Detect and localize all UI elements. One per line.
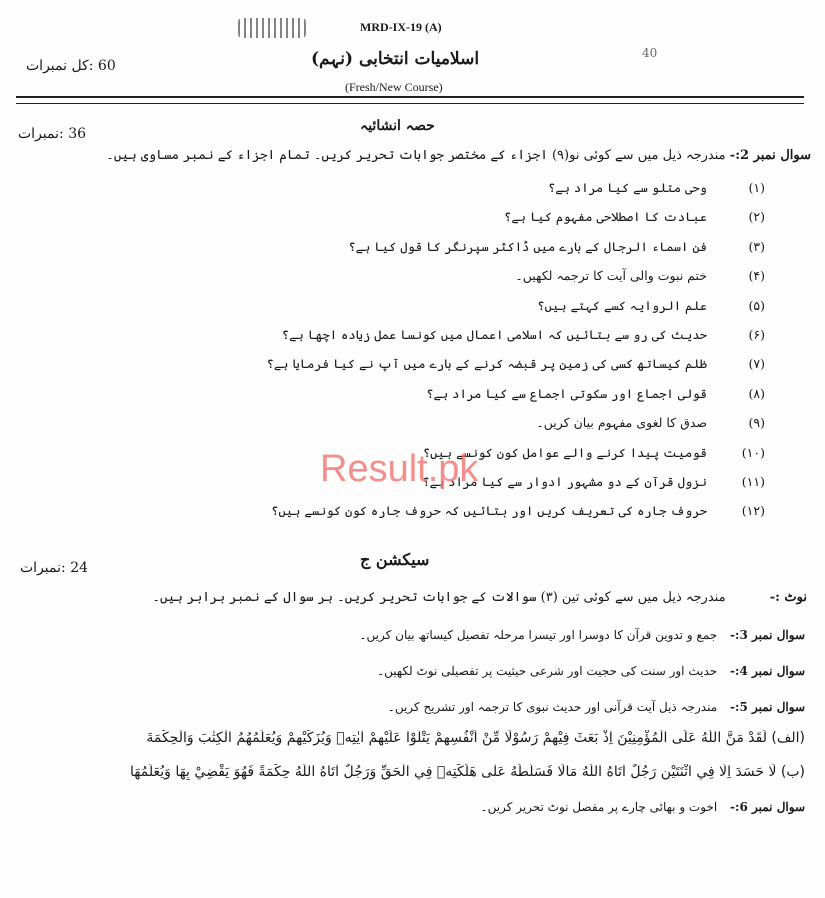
short-question-text: ختم نبوت والی آیت کا ترجمہ لکھیں۔ [515, 268, 707, 284]
short-question-item [271, 503, 765, 518]
short-question-number: (۹) [748, 415, 765, 431]
arabic-verse-a [5, 730, 805, 746]
note-text: مندرجہ ذیل میں سے کوئی تین (۳) سوالات کے جوابات تحریر کریں۔ ہر سوال کے نمبر برابر ہیں۔ [152, 590, 726, 605]
short-question-text: قولی اجماع اور سکوتی اجماع سے کیا مراد ہے؟ [426, 385, 707, 401]
question-5-label: سوال نمبر 5:- [730, 700, 805, 714]
roll-number: 40 [642, 46, 658, 60]
section-heading-b: سیکشن ج [360, 550, 430, 569]
question-3-text: جمع و تدوین قرآن کا دوسرا اور تیسرا مرحلہ تفصیل کیساتھ بیان کریں۔ [359, 628, 718, 642]
short-question-text: صدق کا لغوی مفہوم بیان کریں۔ [536, 415, 707, 431]
question-6 [481, 800, 805, 814]
question-4-text: حدیث اور سنت کی حجیت اور شرعی حیثیت پر تفصیلی نوٹ لکھیں۔ [377, 664, 718, 678]
short-question-item [348, 239, 765, 254]
short-question-number: (۳) [748, 238, 765, 254]
question-2-instruction: مندرجہ ذیل میں سے کوئی نو(۹) اجزاء کے مختصر جوابات تحریر کریں۔ تمام اجزاء کے نمبر مساوی ہیں۔ [106, 148, 726, 163]
short-question-number: (۱۱) [741, 474, 765, 489]
short-question-item [536, 415, 765, 430]
short-question-item [267, 356, 765, 371]
ink-smudge [238, 18, 306, 38]
question-3-label: سوال نمبر 3:- [730, 628, 805, 642]
short-question-item [282, 327, 765, 342]
note-label: نوٹ :- [769, 590, 807, 605]
header-rule-thin [16, 103, 804, 104]
hadith-b-prefix: (ب) [780, 764, 805, 780]
short-question-text: حدیث کی رو سے بتائیں کہ اسلامی اعمال میں کونسا عمل زیادہ اچھا ہے؟ [281, 327, 707, 342]
paper-subtitle: (Fresh/New Course) [345, 80, 443, 94]
verse-a-text: لَقَدْ مَنَّ اللّٰهُ عَلَى الْمُؤْمِنِيْنَ اِذْ بَعَثَ فِيْهِمْ رَسُوْلًا مِّنْ اَنْفُسِهِمْ يَتْلُوْا عَلَيْهِمْ اٰيٰتِهٖ وَيُزَكِّيْهِمْ وَيُعَلِّمُهُمُ الْكِتٰبَ وَالْحِكْمَةَ [146, 730, 767, 746]
short-question-item [504, 209, 765, 224]
short-question-text: حروف جارہ کی تعریف کریں اور بتائیں کہ حروف جارہ کون کونسے ہیں؟ [271, 503, 707, 519]
note-line [152, 590, 807, 605]
short-question-text: وحی متلو سے کیا مراد ہے؟ [547, 180, 707, 195]
short-question-number: (۲) [748, 209, 765, 225]
question-5 [388, 700, 805, 714]
header-rule [16, 96, 804, 98]
short-question-number: (۱۰) [741, 444, 765, 460]
short-question-number: (۱۲) [741, 503, 765, 519]
short-question-text: ظلم کیساتھ کسی کی زمین پر قبضہ کرنے کے بارے میں آپ نے کیا فرمایا ہے؟ [266, 356, 707, 372]
question-4 [377, 664, 805, 678]
short-question-item [426, 386, 765, 401]
short-question-number: (۱) [748, 180, 765, 195]
question-6-text: اخوت و بھائی چارے پر مفصل نوٹ تحریر کریں۔ [480, 800, 718, 814]
short-question-number: (۶) [748, 327, 765, 342]
short-question-text: عبادت کا اصطلاحی مفہوم کیا ہے؟ [504, 209, 707, 225]
paper-code: MRD-IX-19 (A) [360, 20, 442, 34]
verse-a-prefix: (الف) [771, 730, 805, 746]
question-5-text: مندرجہ ذیل آیت قرآنی اور حدیث نبوی کا ترجمہ اور تشریح کریں۔ [387, 700, 718, 714]
short-question-text: نزول قرآن کے دو مشہور ادوار سے کیا مراد ہے؟ [422, 474, 707, 489]
watermark: Result.pk [320, 448, 479, 490]
short-question-text: فن اسماء الرجال کے بارے میں ڈاکٹر سپرنگر کا قول کیا ہے؟ [348, 238, 707, 254]
short-question-item [537, 298, 765, 313]
short-question-item [515, 268, 765, 283]
question-2-label: سوال نمبر 2:- [729, 148, 811, 163]
section-heading-a: حصہ انشائیہ [360, 118, 435, 134]
hadith-b-text: لَا حَسَدَ اِلَّا فِي اثْنَتَيْنِ رَجُلٌ اٰتَاهُ اللّٰهُ مَالًا فَسَلَّطَهُ عَلٰى هَلَكَتِهٖ فِي الْحَقِّ وَرَجُلٌ اٰتَاهُ اللّٰهُ حِكْمَةً فَهُوَ يَقْضِيْ بِهَا وَيُعَلِّمُهَا [130, 764, 777, 780]
part1-marks: 36 :نمبرات [18, 126, 87, 142]
short-question-number: (۸) [748, 385, 765, 401]
short-question-number: (۴) [748, 268, 765, 284]
short-question-text: علم الروایہ کسے کہتے ہیں؟ [537, 297, 707, 313]
short-question-item [548, 180, 765, 195]
short-question-number: (۵) [748, 297, 765, 313]
total-marks: 60 :کل نمبرات [26, 58, 116, 74]
question-4-label: سوال نمبر 4:- [730, 664, 805, 678]
question-6-label: سوال نمبر 6:- [730, 800, 805, 814]
part2-marks: 24 :نمبرات [20, 560, 89, 576]
short-question-number: (۷) [748, 356, 765, 372]
question-2-heading [106, 148, 811, 163]
question-3 [360, 628, 806, 642]
arabic-hadith-b [5, 764, 805, 780]
paper-title: اسلامیات انتخابی (نہم) [310, 49, 480, 69]
short-question-text: قومیت پیدا کرنے والے عوامل کون کونسے ہیں؟ [422, 444, 707, 460]
